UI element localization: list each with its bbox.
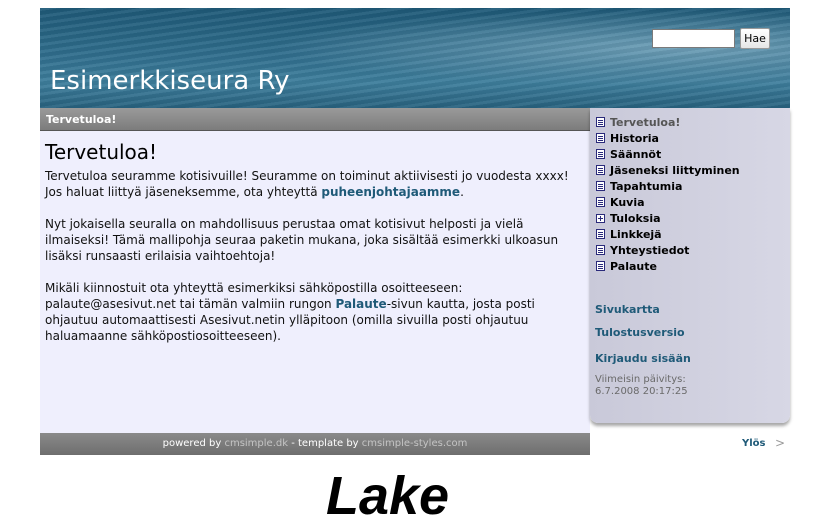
menu-item-label: Palaute <box>610 259 657 273</box>
document-icon <box>596 245 605 255</box>
search-input[interactable] <box>652 29 735 48</box>
footer-bar <box>40 433 590 455</box>
page-title: Tervetuloa! <box>45 140 158 164</box>
intro-text-end: . <box>460 185 464 199</box>
menu-item-label: Kuvia <box>610 195 645 209</box>
document-icon <box>596 117 605 127</box>
document-icon <box>596 229 605 239</box>
sitemap-link[interactable]: Sivukartta <box>595 303 660 316</box>
main-content <box>40 131 590 433</box>
menu-item-saannot[interactable] <box>596 146 740 162</box>
template-by-text: - template by <box>291 438 359 449</box>
last-updated-value: 6.7.2008 20:17:25 <box>595 386 688 397</box>
back-to-top-arrow-icon[interactable]: > <box>775 436 786 450</box>
powered-by-text: powered by <box>162 438 222 449</box>
section-bar <box>40 108 590 131</box>
site-title[interactable]: Esimerkkiseura Ry <box>50 66 290 96</box>
menu-item-label: Historia <box>610 131 659 145</box>
document-icon <box>596 197 605 207</box>
menu-item-label: Säännöt <box>610 147 662 161</box>
menu-item-tervetuloa[interactable] <box>596 114 740 130</box>
document-icon <box>596 165 605 175</box>
site-header <box>40 8 790 108</box>
menu-item-label: Jäseneksi liittyminen <box>610 163 740 177</box>
print-version-link[interactable]: Tulostusversio <box>595 326 685 339</box>
last-updated <box>595 374 785 398</box>
intro-paragraph <box>45 168 585 200</box>
contact-text: Mikäli kiinnostuit ota yhteyttä esimerkiksi sähköpostilla osoitteeseen: palaute@asesivut.net tai tämän valmiin rungon <box>45 281 463 311</box>
document-icon <box>596 181 605 191</box>
document-icon <box>596 261 605 271</box>
cmsimple-styles-link[interactable]: cmsimple-styles.com <box>361 438 468 449</box>
menu-item-tapahtumia[interactable] <box>596 178 740 194</box>
cmsimple-link[interactable]: cmsimple.dk <box>224 438 289 449</box>
document-icon <box>596 149 605 159</box>
menu-item-label: Tervetuloa! <box>610 115 681 129</box>
intro-text: Tervetuloa seuramme kotisivuille! Seuramme on toiminut aktiivisesti jo vuodesta xxxx! Jos haluat liittyä jäseneksemme, ota yhteyttä <box>45 169 569 199</box>
last-updated-label: Viimeisin päivitys: <box>595 374 686 385</box>
menu-item-palaute[interactable] <box>596 258 740 274</box>
search-button[interactable]: Hae <box>740 28 770 49</box>
login-link[interactable]: Kirjaudu sisään <box>595 352 691 365</box>
menu-item-linkkeja[interactable] <box>596 226 740 242</box>
chairman-link[interactable]: puheenjohtajaamme <box>321 185 461 199</box>
info-paragraph: Nyt jokaisella seuralla on mahdollisuus perustaa omat kotisivut helposti ja vielä ilmaiseksi! Tämä mallipohja seuraa paketin mukana, joka sisältää esimerkki ulkoasun lisäksi runsaasti erilaisia vaihtoehtoja! <box>45 217 559 263</box>
menu-item-historia[interactable] <box>596 130 740 146</box>
back-to-top-link[interactable]: Ylös <box>742 438 766 449</box>
theme-name-caption: Lake <box>325 466 450 526</box>
sidebar-menu <box>596 114 740 274</box>
contact-text-end: -sivun kautta, josta posti ohjautuu automaattisesti Asesivut.netin ylläpitoon (omilla sivuilla posti ohjautuu haluamaanne sähköpostiosoitteeseen). <box>45 297 535 343</box>
menu-item-label: Tapahtumia <box>610 179 683 193</box>
sidebar <box>590 108 790 423</box>
section-bar-label: Tervetuloa! <box>46 113 117 126</box>
contact-paragraph <box>45 280 585 344</box>
menu-item-label: Tuloksia <box>610 211 661 225</box>
menu-item-kuvia[interactable] <box>596 194 740 210</box>
expand-plus-icon[interactable] <box>596 214 605 223</box>
menu-item-label: Linkkejä <box>610 227 662 241</box>
feedback-link[interactable]: Palaute <box>335 297 387 311</box>
menu-item-yhteystiedot[interactable] <box>596 242 740 258</box>
menu-item-tuloksia[interactable] <box>596 210 740 226</box>
document-icon <box>596 133 605 143</box>
menu-item-jaseneksi-liittyminen[interactable] <box>596 162 740 178</box>
menu-item-label: Yhteystiedot <box>610 243 690 257</box>
